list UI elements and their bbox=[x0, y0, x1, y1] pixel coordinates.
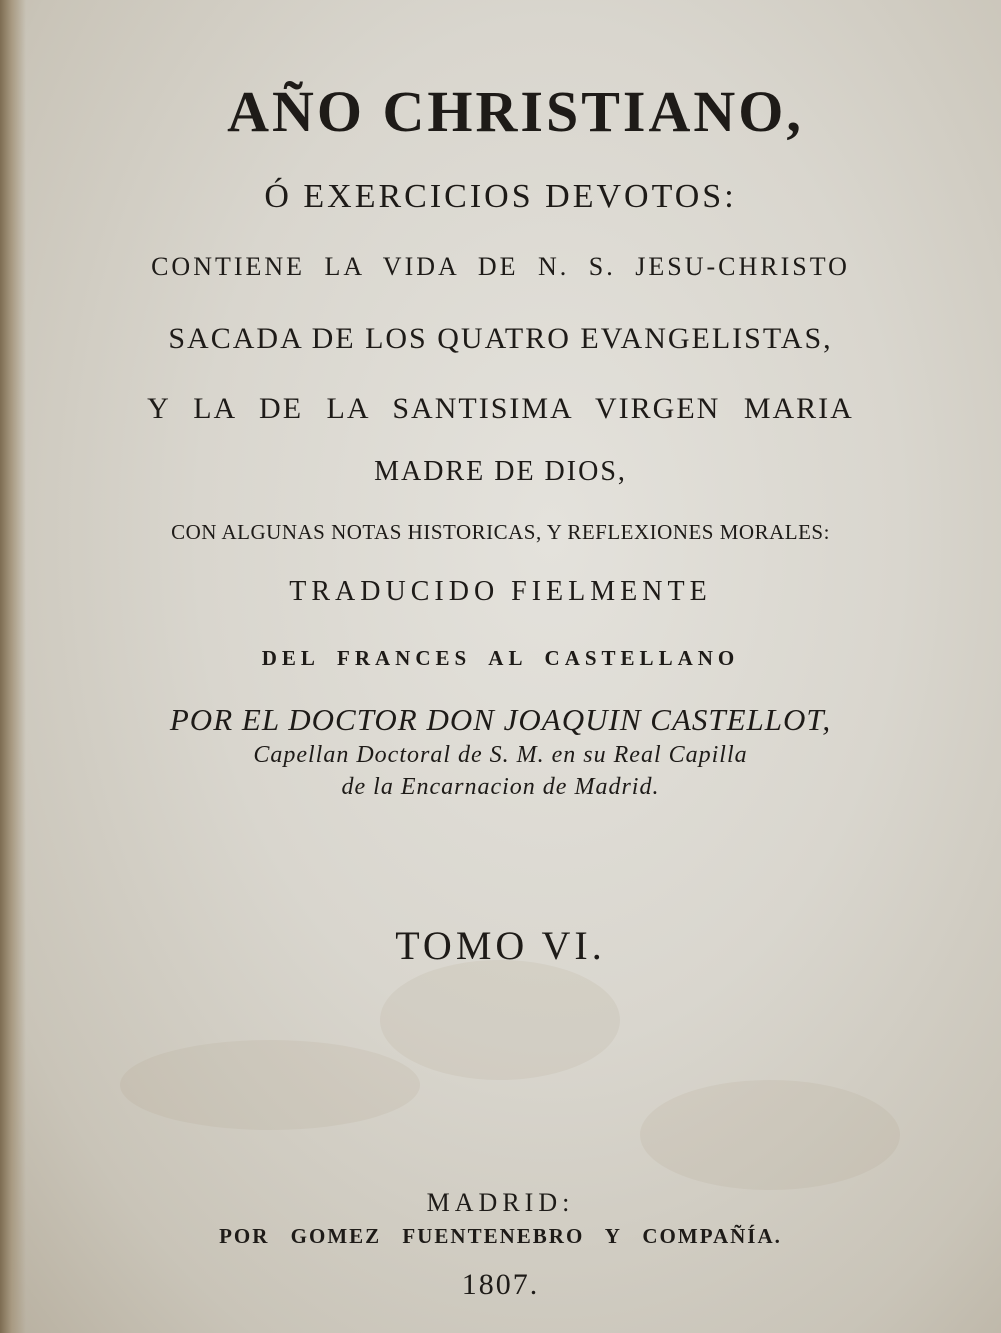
evangelists-line: SACADA DE LOS QUATRO EVANGELISTAS, bbox=[168, 322, 833, 355]
publication-place: MADRID: bbox=[426, 1188, 575, 1217]
volume-number: TOMO VI. bbox=[395, 923, 606, 968]
paper-stain bbox=[640, 1080, 900, 1190]
translated-line: TRADUCIDO FIELMENTE bbox=[289, 576, 712, 607]
mother-line: MADRE DE DIOS, bbox=[374, 456, 627, 487]
paper-stain bbox=[120, 1040, 420, 1130]
book-title: AÑO CHRISTIANO, bbox=[227, 79, 804, 144]
book-subtitle: Ó EXERCICIOS DEVOTOS: bbox=[264, 178, 737, 215]
author-role-line-2: de la Encarnacion de Madrid. bbox=[341, 774, 660, 800]
publication-year: 1807. bbox=[461, 1268, 540, 1301]
virgin-line: Y LA DE LA SANTISIMA VIRGEN MARIA bbox=[147, 392, 854, 425]
contents-line: CONTIENE LA VIDA DE N. S. JESU-CHRISTO bbox=[151, 252, 850, 281]
publisher-line: POR GOMEZ FUENTENEBRO Y COMPAÑÍA. bbox=[219, 1224, 782, 1248]
paper-stain bbox=[380, 960, 620, 1080]
author-role-line: Capellan Doctoral de S. M. en su Real Capilla bbox=[253, 742, 748, 768]
author-line: POR EL DOCTOR DON JOAQUIN CASTELLOT, bbox=[169, 702, 832, 737]
language-line: DEL FRANCES AL CASTELLANO bbox=[261, 646, 740, 670]
notes-line: CON ALGUNAS NOTAS HISTORICAS, Y REFLEXIONES MORALES: bbox=[171, 520, 830, 544]
